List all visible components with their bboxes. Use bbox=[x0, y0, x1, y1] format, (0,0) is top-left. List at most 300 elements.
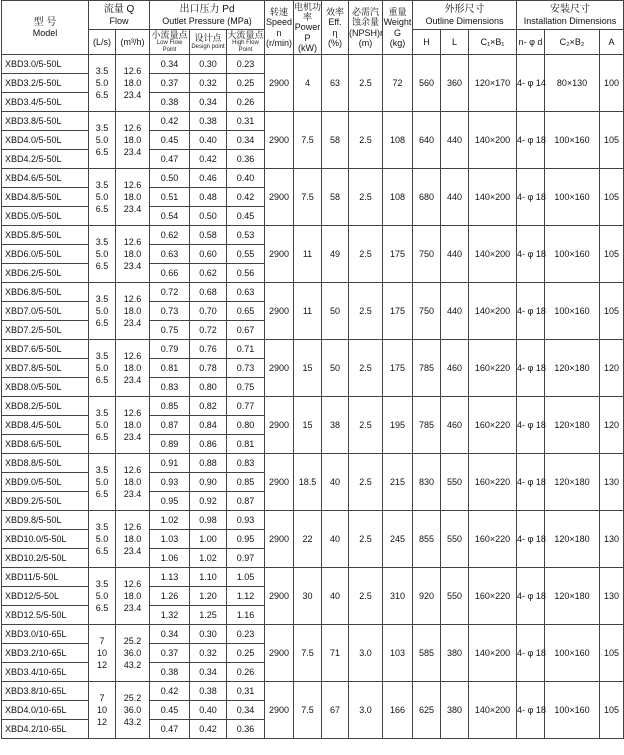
table-body bbox=[2, 55, 624, 739]
power-cell: 7.5 bbox=[294, 169, 322, 226]
power-cell: 30 bbox=[294, 568, 322, 625]
flow-value: 18.0 bbox=[123, 420, 142, 431]
design-point-cell: 1.20 bbox=[190, 587, 227, 606]
model-header: 型 号 Model bbox=[2, 1, 89, 55]
flow-value: 5.0 bbox=[95, 477, 109, 488]
high-flow-cell: 0.23 bbox=[227, 55, 265, 74]
flow-value: 12.6 bbox=[123, 465, 142, 476]
outline-h-header: H bbox=[413, 30, 441, 55]
design-point-cell: 0.60 bbox=[190, 245, 227, 264]
table-row bbox=[2, 511, 624, 530]
speed-cell: 2900 bbox=[265, 397, 294, 454]
flow-value: 18.0 bbox=[123, 192, 142, 203]
design-point-cell: 0.82 bbox=[190, 397, 227, 416]
outline-h-cell: 920 bbox=[413, 568, 441, 625]
model-cell: XBD3.0/5-50L bbox=[2, 55, 89, 74]
efficiency-cell: 49 bbox=[322, 226, 349, 283]
weight-cell: 72 bbox=[383, 55, 413, 112]
flow-value: 3.5 bbox=[95, 522, 109, 533]
outline-l-cell: 360 bbox=[441, 55, 469, 112]
power-header: 电机功率 Power P (kW) bbox=[294, 1, 322, 54]
npsh-cell: 3.0 bbox=[349, 625, 383, 682]
power-cell: 18.5 bbox=[294, 454, 322, 511]
install-nd-cell: 4- φ 18 bbox=[517, 169, 545, 226]
low-flow-header: 小流量点 Low Flow Point bbox=[151, 30, 188, 54]
model-cell: XBD4.2/5-50L bbox=[2, 150, 89, 169]
model-cell: XBD4.0/5-50L bbox=[2, 131, 89, 150]
outline-l-cell: 440 bbox=[441, 283, 469, 340]
high-flow-cell: 0.31 bbox=[227, 682, 265, 701]
flow-mh-cell bbox=[116, 568, 150, 625]
high-flow-cell: 0.40 bbox=[227, 169, 265, 188]
outline-h-cell: 750 bbox=[413, 226, 441, 283]
flow-ls-cell bbox=[89, 283, 116, 340]
model-cell: XBD5.0/5-50L bbox=[2, 207, 89, 226]
outline-c1b1-cell: 160×220 bbox=[469, 397, 517, 454]
high-flow-cell: 0.63 bbox=[227, 283, 265, 302]
design-point-cell: 0.58 bbox=[190, 226, 227, 245]
npsh-cell: 2.5 bbox=[349, 226, 383, 283]
install-c2b2-cell: 120×180 bbox=[545, 454, 600, 511]
weight-cell: 175 bbox=[383, 340, 413, 397]
design-point-cell: 0.46 bbox=[190, 169, 227, 188]
low-flow-cell: 0.83 bbox=[150, 378, 190, 397]
outline-c1b1-cell: 160×220 bbox=[469, 340, 517, 397]
design-point-cell: 1.02 bbox=[190, 549, 227, 568]
weight-cell: 175 bbox=[383, 226, 413, 283]
flow-value: 6.5 bbox=[95, 375, 109, 386]
flow-value: 18.0 bbox=[123, 135, 142, 146]
low-flow-cell: 0.38 bbox=[150, 663, 190, 682]
power-cell: 15 bbox=[294, 397, 322, 454]
flow-value: 12.6 bbox=[123, 351, 142, 362]
install-a-cell: 120 bbox=[600, 397, 624, 454]
flow-ls-cell bbox=[89, 340, 116, 397]
install-c2b2-cell: 120×180 bbox=[545, 568, 600, 625]
low-flow-cell: 0.51 bbox=[150, 188, 190, 207]
table-row bbox=[2, 625, 624, 644]
flow-value: 18.0 bbox=[123, 534, 142, 545]
install-c2b2-cell: 120×180 bbox=[545, 340, 600, 397]
speed-cell: 2900 bbox=[265, 55, 294, 112]
power-cell: 7.5 bbox=[294, 682, 322, 739]
efficiency-header: 效率 Eff. η (%) bbox=[322, 1, 349, 55]
high-flow-cell: 1.05 bbox=[227, 568, 265, 587]
low-flow-cell: 0.73 bbox=[150, 302, 190, 321]
flow-value: 5.0 bbox=[95, 363, 109, 374]
flow-header: 流量 Q Flow bbox=[89, 1, 150, 30]
high-flow-cell: 0.34 bbox=[227, 131, 265, 150]
model-cell: XBD8.8/5-50L bbox=[2, 454, 89, 473]
high-flow-cell: 0.71 bbox=[227, 340, 265, 359]
table-row bbox=[2, 283, 624, 302]
power-cell: 4 bbox=[294, 55, 322, 112]
flow-value: 12.6 bbox=[123, 180, 142, 191]
install-c2b2-cell: 100×160 bbox=[545, 625, 600, 682]
install-c2b2-cell: 80×130 bbox=[545, 55, 600, 112]
flow-value: 5.0 bbox=[95, 534, 109, 545]
install-nd-cell: 4- φ 14 bbox=[517, 55, 545, 112]
install-c2b2-header: C₂×B₂ bbox=[545, 30, 600, 55]
flow-value: 12 bbox=[96, 717, 107, 728]
model-cell: XBD3.8/5-50L bbox=[2, 112, 89, 131]
flow-value: 12.6 bbox=[123, 522, 142, 533]
pump-spec-table bbox=[1, 0, 624, 739]
npsh-cell: 3.0 bbox=[349, 682, 383, 739]
outline-c1b1-cell: 160×220 bbox=[469, 568, 517, 625]
low-flow-cell: 0.79 bbox=[150, 340, 190, 359]
flow-mh-cell bbox=[116, 226, 150, 283]
flow-value: 36.0 bbox=[123, 705, 142, 716]
install-c2b2-cell: 120×180 bbox=[545, 511, 600, 568]
flow-value: 12.6 bbox=[123, 579, 142, 590]
speed-cell: 2900 bbox=[265, 682, 294, 739]
outline-l-cell: 460 bbox=[441, 340, 469, 397]
install-nd-cell: 4- φ 18 bbox=[517, 454, 545, 511]
flow-ls-cell bbox=[89, 682, 116, 739]
flow-mh-cell bbox=[116, 682, 150, 739]
npsh-cell: 2.5 bbox=[349, 169, 383, 226]
low-flow-cell: 0.66 bbox=[150, 264, 190, 283]
design-point-cell: 0.76 bbox=[190, 340, 227, 359]
flow-value: 18.0 bbox=[123, 306, 142, 317]
model-cell: XBD4.6/5-50L bbox=[2, 169, 89, 188]
low-flow-cell: 0.72 bbox=[150, 283, 190, 302]
power-cell: 11 bbox=[294, 283, 322, 340]
flow-value: 6.5 bbox=[95, 489, 109, 500]
flow-value: 23.4 bbox=[123, 261, 142, 272]
model-cell: XBD7.2/5-50L bbox=[2, 321, 89, 340]
design-point-cell: 0.32 bbox=[190, 74, 227, 93]
flow-value: 5.0 bbox=[95, 420, 109, 431]
model-cell: XBD3.2/10-65L bbox=[2, 644, 89, 663]
flow-mh-cell bbox=[116, 340, 150, 397]
speed-cell: 2900 bbox=[265, 340, 294, 397]
low-flow-cell: 0.62 bbox=[150, 226, 190, 245]
speed-cell: 2900 bbox=[265, 283, 294, 340]
flow-ls-cell bbox=[89, 397, 116, 454]
npsh-cell: 2.5 bbox=[349, 568, 383, 625]
flow-value: 23.4 bbox=[123, 147, 142, 158]
design-point-cell: 0.40 bbox=[190, 701, 227, 720]
flow-ls-cell bbox=[89, 625, 116, 682]
outline-l-cell: 550 bbox=[441, 454, 469, 511]
outline-l-cell: 440 bbox=[441, 169, 469, 226]
design-point-cell: 0.30 bbox=[190, 625, 227, 644]
model-cell: XBD6.8/5-50L bbox=[2, 283, 89, 302]
low-flow-cell: 0.45 bbox=[150, 131, 190, 150]
model-cell: XBD9.8/5-50L bbox=[2, 511, 89, 530]
high-flow-cell: 0.23 bbox=[227, 625, 265, 644]
model-cell: XBD3.8/10-65L bbox=[2, 682, 89, 701]
power-cell: 7.5 bbox=[294, 625, 322, 682]
outline-c1b1-cell: 140×200 bbox=[469, 169, 517, 226]
high-flow-cell: 0.42 bbox=[227, 188, 265, 207]
weight-cell: 215 bbox=[383, 454, 413, 511]
install-a-cell: 105 bbox=[600, 226, 624, 283]
flow-value: 18.0 bbox=[123, 78, 142, 89]
install-c2b2-cell: 100×160 bbox=[545, 169, 600, 226]
low-flow-cell: 1.02 bbox=[150, 511, 190, 530]
design-point-cell: 0.30 bbox=[190, 55, 227, 74]
flow-value: 3.5 bbox=[95, 579, 109, 590]
design-point-cell: 0.86 bbox=[190, 435, 227, 454]
design-point-cell: 0.68 bbox=[190, 283, 227, 302]
high-flow-cell: 0.73 bbox=[227, 359, 265, 378]
flow-ls-header: (L/s) bbox=[89, 30, 116, 55]
model-cell: XBD9.0/5-50L bbox=[2, 473, 89, 492]
speed-header: 转速 Speed n (r/min) bbox=[265, 1, 294, 55]
outline-c1b1-cell: 120×170 bbox=[469, 55, 517, 112]
speed-cell: 2900 bbox=[265, 226, 294, 283]
install-a-cell: 105 bbox=[600, 112, 624, 169]
npsh-cell: 2.5 bbox=[349, 511, 383, 568]
high-flow-cell: 0.93 bbox=[227, 511, 265, 530]
high-flow-cell: 0.34 bbox=[227, 701, 265, 720]
table-row bbox=[2, 226, 624, 245]
flow-value: 3.5 bbox=[95, 123, 109, 134]
outline-c1b1-cell: 140×200 bbox=[469, 226, 517, 283]
table-row bbox=[2, 169, 624, 188]
flow-value: 3.5 bbox=[95, 408, 109, 419]
outline-h-cell: 785 bbox=[413, 340, 441, 397]
model-cell: XBD4.0/10-65L bbox=[2, 701, 89, 720]
flow-value: 23.4 bbox=[123, 546, 142, 557]
efficiency-cell: 63 bbox=[322, 55, 349, 112]
model-cell: XBD7.8/5-50L bbox=[2, 359, 89, 378]
flow-value: 3.5 bbox=[95, 465, 109, 476]
install-a-cell: 130 bbox=[600, 511, 624, 568]
high-flow-cell: 0.56 bbox=[227, 264, 265, 283]
install-nd-cell: 4- φ 18 bbox=[517, 625, 545, 682]
flow-mh-cell bbox=[116, 397, 150, 454]
outline-h-cell: 855 bbox=[413, 511, 441, 568]
low-flow-cell: 0.42 bbox=[150, 682, 190, 701]
install-nd-cell: 4- φ 18 bbox=[517, 568, 545, 625]
install-nd-cell: 4- φ 18 bbox=[517, 226, 545, 283]
design-point-cell: 0.38 bbox=[190, 112, 227, 131]
high-flow-cell: 0.87 bbox=[227, 492, 265, 511]
flow-mh-cell bbox=[116, 625, 150, 682]
outline-h-cell: 585 bbox=[413, 625, 441, 682]
low-flow-cell: 0.75 bbox=[150, 321, 190, 340]
npsh-cell: 2.5 bbox=[349, 55, 383, 112]
install-a-cell: 120 bbox=[600, 340, 624, 397]
high-flow-cell: 0.53 bbox=[227, 226, 265, 245]
model-cell: XBD7.6/5-50L bbox=[2, 340, 89, 359]
flow-value: 25.2 bbox=[123, 693, 142, 704]
outline-l-cell: 380 bbox=[441, 625, 469, 682]
weight-cell: 108 bbox=[383, 169, 413, 226]
model-cell: XBD5.8/5-50L bbox=[2, 226, 89, 245]
design-point-cell: 0.48 bbox=[190, 188, 227, 207]
speed-cell: 2900 bbox=[265, 625, 294, 682]
speed-cell: 2900 bbox=[265, 511, 294, 568]
low-flow-cell: 1.32 bbox=[150, 606, 190, 625]
flow-value: 43.2 bbox=[123, 660, 142, 671]
design-point-cell: 1.00 bbox=[190, 530, 227, 549]
efficiency-cell: 40 bbox=[322, 568, 349, 625]
outline-c1b1-cell: 140×200 bbox=[469, 283, 517, 340]
flow-value: 18.0 bbox=[123, 591, 142, 602]
model-cell: XBD6.0/5-50L bbox=[2, 245, 89, 264]
outline-h-cell: 785 bbox=[413, 397, 441, 454]
outline-l-cell: 550 bbox=[441, 511, 469, 568]
design-point-cell: 0.70 bbox=[190, 302, 227, 321]
outline-l-header: L bbox=[441, 30, 469, 55]
flow-ls-cell bbox=[89, 511, 116, 568]
flow-value: 5.0 bbox=[95, 306, 109, 317]
flow-value: 25.2 bbox=[123, 636, 142, 647]
model-cell: XBD12.5/5-50L bbox=[2, 606, 89, 625]
flow-value: 5.0 bbox=[95, 249, 109, 260]
flow-value: 23.4 bbox=[123, 489, 142, 500]
outline-h-cell: 625 bbox=[413, 682, 441, 739]
install-header: 安装尺寸 Installation Dimensions bbox=[517, 1, 624, 30]
flow-value: 6.5 bbox=[95, 90, 109, 101]
high-flow-cell: 0.95 bbox=[227, 530, 265, 549]
high-flow-cell: 1.12 bbox=[227, 587, 265, 606]
table-header bbox=[2, 1, 624, 55]
model-cell: XBD6.2/5-50L bbox=[2, 264, 89, 283]
weight-cell: 245 bbox=[383, 511, 413, 568]
flow-value: 18.0 bbox=[123, 249, 142, 260]
high-flow-cell: 0.25 bbox=[227, 74, 265, 93]
outline-l-cell: 440 bbox=[441, 226, 469, 283]
flow-mh-cell bbox=[116, 454, 150, 511]
model-cell: XBD8.4/5-50L bbox=[2, 416, 89, 435]
flow-ls-cell bbox=[89, 226, 116, 283]
high-flow-cell: 0.45 bbox=[227, 207, 265, 226]
install-a-header: A bbox=[600, 30, 624, 55]
design-point-cell: 1.25 bbox=[190, 606, 227, 625]
flow-value: 18.0 bbox=[123, 477, 142, 488]
low-flow-cell: 0.47 bbox=[150, 150, 190, 169]
flow-mh-cell bbox=[116, 169, 150, 226]
low-flow-cell: 0.34 bbox=[150, 625, 190, 644]
table-row bbox=[2, 397, 624, 416]
npsh-cell: 2.5 bbox=[349, 397, 383, 454]
flow-value: 5.0 bbox=[95, 192, 109, 203]
install-a-cell: 105 bbox=[600, 283, 624, 340]
flow-value: 6.5 bbox=[95, 261, 109, 272]
weight-cell: 103 bbox=[383, 625, 413, 682]
efficiency-cell: 58 bbox=[322, 112, 349, 169]
speed-cell: 2900 bbox=[265, 454, 294, 511]
low-flow-cell: 0.85 bbox=[150, 397, 190, 416]
table-row bbox=[2, 340, 624, 359]
flow-value: 3.5 bbox=[95, 237, 109, 248]
design-point-header: 设计点 Design point bbox=[190, 30, 227, 55]
design-point-cell: 0.90 bbox=[190, 473, 227, 492]
flow-value: 5.0 bbox=[95, 135, 109, 146]
outline-header: 外形尺寸 Outline Dimensions bbox=[413, 1, 517, 30]
flow-mh-cell bbox=[116, 511, 150, 568]
design-point-cell: 0.34 bbox=[190, 93, 227, 112]
table-row bbox=[2, 454, 624, 473]
install-c2b2-cell: 100×160 bbox=[545, 226, 600, 283]
speed-cell: 2900 bbox=[265, 112, 294, 169]
low-flow-cell: 0.93 bbox=[150, 473, 190, 492]
install-a-cell: 100 bbox=[600, 55, 624, 112]
npsh-cell: 2.5 bbox=[349, 454, 383, 511]
low-flow-cell: 0.47 bbox=[150, 720, 190, 739]
low-flow-cell: 1.13 bbox=[150, 568, 190, 587]
flow-value: 5.0 bbox=[95, 78, 109, 89]
install-c2b2-cell: 100×160 bbox=[545, 682, 600, 739]
install-a-cell: 105 bbox=[600, 169, 624, 226]
design-point-cell: 0.84 bbox=[190, 416, 227, 435]
flow-value: 23.4 bbox=[123, 375, 142, 386]
low-flow-cell: 0.87 bbox=[150, 416, 190, 435]
design-point-cell: 0.34 bbox=[190, 663, 227, 682]
table-row bbox=[2, 568, 624, 587]
install-c2b2-cell: 100×160 bbox=[545, 112, 600, 169]
design-point-cell: 0.42 bbox=[190, 150, 227, 169]
flow-value: 23.4 bbox=[123, 204, 142, 215]
flow-value: 6.5 bbox=[95, 546, 109, 557]
flow-value: 5.0 bbox=[95, 591, 109, 602]
high-flow-cell: 0.26 bbox=[227, 663, 265, 682]
flow-value: 12 bbox=[96, 660, 107, 671]
high-flow-cell: 0.36 bbox=[227, 720, 265, 739]
power-cell: 7.5 bbox=[294, 112, 322, 169]
design-point-cell: 0.78 bbox=[190, 359, 227, 378]
flow-value: 10 bbox=[96, 705, 107, 716]
flow-value: 6.5 bbox=[95, 432, 109, 443]
flow-mh-cell bbox=[116, 283, 150, 340]
low-flow-cell: 0.89 bbox=[150, 435, 190, 454]
install-nd-cell: 4- φ 18 bbox=[517, 511, 545, 568]
low-flow-cell: 0.54 bbox=[150, 207, 190, 226]
flow-value: 3.5 bbox=[95, 351, 109, 362]
weight-cell: 310 bbox=[383, 568, 413, 625]
flow-value: 6.5 bbox=[95, 147, 109, 158]
high-flow-cell: 0.65 bbox=[227, 302, 265, 321]
low-flow-cell: 0.81 bbox=[150, 359, 190, 378]
low-flow-cell: 0.63 bbox=[150, 245, 190, 264]
install-nd-header: n- φ d bbox=[517, 30, 545, 55]
install-a-cell: 130 bbox=[600, 568, 624, 625]
power-cell: 11 bbox=[294, 226, 322, 283]
flow-value: 7 bbox=[99, 636, 105, 647]
flow-value: 23.4 bbox=[123, 318, 142, 329]
install-nd-cell: 4- φ 18 bbox=[517, 283, 545, 340]
low-flow-cell: 0.38 bbox=[150, 93, 190, 112]
install-a-cell: 105 bbox=[600, 625, 624, 682]
outline-l-cell: 380 bbox=[441, 682, 469, 739]
pressure-header: 出口压力 Pd Outlet Pressure (MPa) bbox=[150, 1, 265, 30]
low-flow-cell: 1.06 bbox=[150, 549, 190, 568]
flow-value: 6.5 bbox=[95, 318, 109, 329]
design-point-cell: 1.10 bbox=[190, 568, 227, 587]
outline-c1b1-cell: 160×220 bbox=[469, 511, 517, 568]
low-flow-cell: 0.95 bbox=[150, 492, 190, 511]
flow-value: 12.6 bbox=[123, 66, 142, 77]
low-flow-cell: 0.45 bbox=[150, 701, 190, 720]
high-flow-cell: 0.75 bbox=[227, 378, 265, 397]
install-a-cell: 105 bbox=[600, 682, 624, 739]
outline-c1b1-cell: 140×200 bbox=[469, 682, 517, 739]
weight-cell: 166 bbox=[383, 682, 413, 739]
flow-value: 23.4 bbox=[123, 603, 142, 614]
outline-c1b1-cell: 140×200 bbox=[469, 625, 517, 682]
flow-value: 3.5 bbox=[95, 180, 109, 191]
flow-value: 6.5 bbox=[95, 204, 109, 215]
efficiency-cell: 38 bbox=[322, 397, 349, 454]
outline-c1b1-cell: 160×220 bbox=[469, 454, 517, 511]
model-cell: XBD3.4/10-65L bbox=[2, 663, 89, 682]
